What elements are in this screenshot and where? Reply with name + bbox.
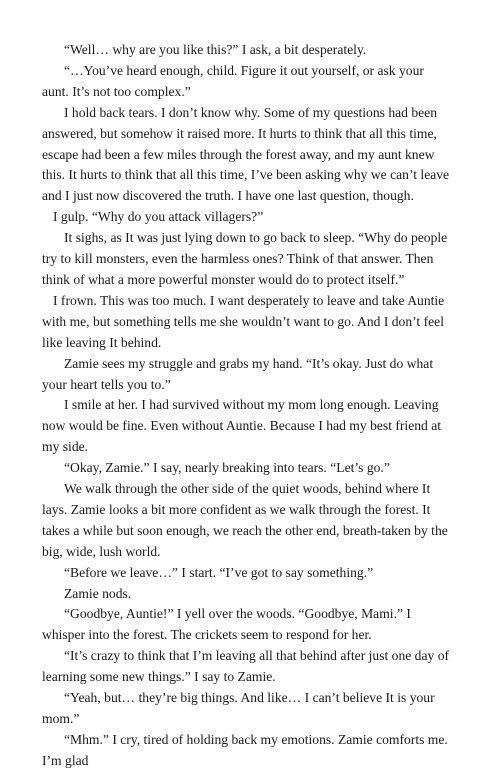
paragraph: “It’s crazy to think that I’m leaving all that behind after just one day of learning some new things.” I say to Zamie. [42,648,450,685]
paragraph: “Mhm.” I cry, tired of holding back my emotions. Zamie comforts me. I’m glad [42,731,448,768]
paragraph: “Well… why are you like this?” I ask, a bit desperately. [64,42,367,57]
paragraph: It sighs, as It was just lying down to go back to sleep. “Why do people try to kill monsters, even the harmless ones? Think of that answer. Then think of what a more powerful monster would do to protect itself.” [42,230,448,287]
paragraph: “Goodbye, Auntie!” I yell over the woods. “Goodbye, Mami.” I whisper into the forest. The crickets seem to respond for her. [42,606,411,643]
paragraph: “Before we leave…” I start. “I’ve got to say something.” [64,564,374,580]
paragraph: I frown. This was too much. I want desperately to leave and take Auntie with me, but something tells me she wouldn’t want to go. And I don’t feel like leaving It behind. [42,292,445,350]
paragraph: I hold back tears. I don’t know why. Some of my questions had been answered, but somehow it raised more. It hurts to think that all this time, escape had been a few miles through the forest away, and my aunt knew this. It hurts to think that all this time, I’ve been asking why we can’t leave and I just now discovered the truth. I have one last question, though. [42,104,450,204]
paragraph: I gulp. “Why do you attack villagers?” [53,209,264,225]
paragraph: I smile at her. I had survived without my mom long enough. Leaving now would be fine. Even without Auntie. Because I had my best friend at my side. [42,397,442,455]
story-text [42,40,450,772]
paragraph: We walk through the other side of the quiet woods, behind where It lays. Zamie looks a bit more confident as we walk through the forest. It takes a while but soon enough, we reach the other end, breath-taken by the big, wide, lush world. [42,481,448,559]
paragraph: “Yeah, but… they’re big things. And like… I can’t believe It is your mom.” [42,690,435,726]
paragraph: “Okay, Zamie.” I say, nearly breaking into tears. “Let’s go.” [64,460,390,476]
paragraph: Zamie sees my struggle and grabs my hand. “It’s okay. Just do what your heart tells you to.” [42,355,434,392]
paragraph: Zamie nods. [64,585,132,601]
paragraph: “…You’ve heard enough, child. Figure it out yourself, or ask your aunt. It’s not too complex.” [42,62,424,99]
